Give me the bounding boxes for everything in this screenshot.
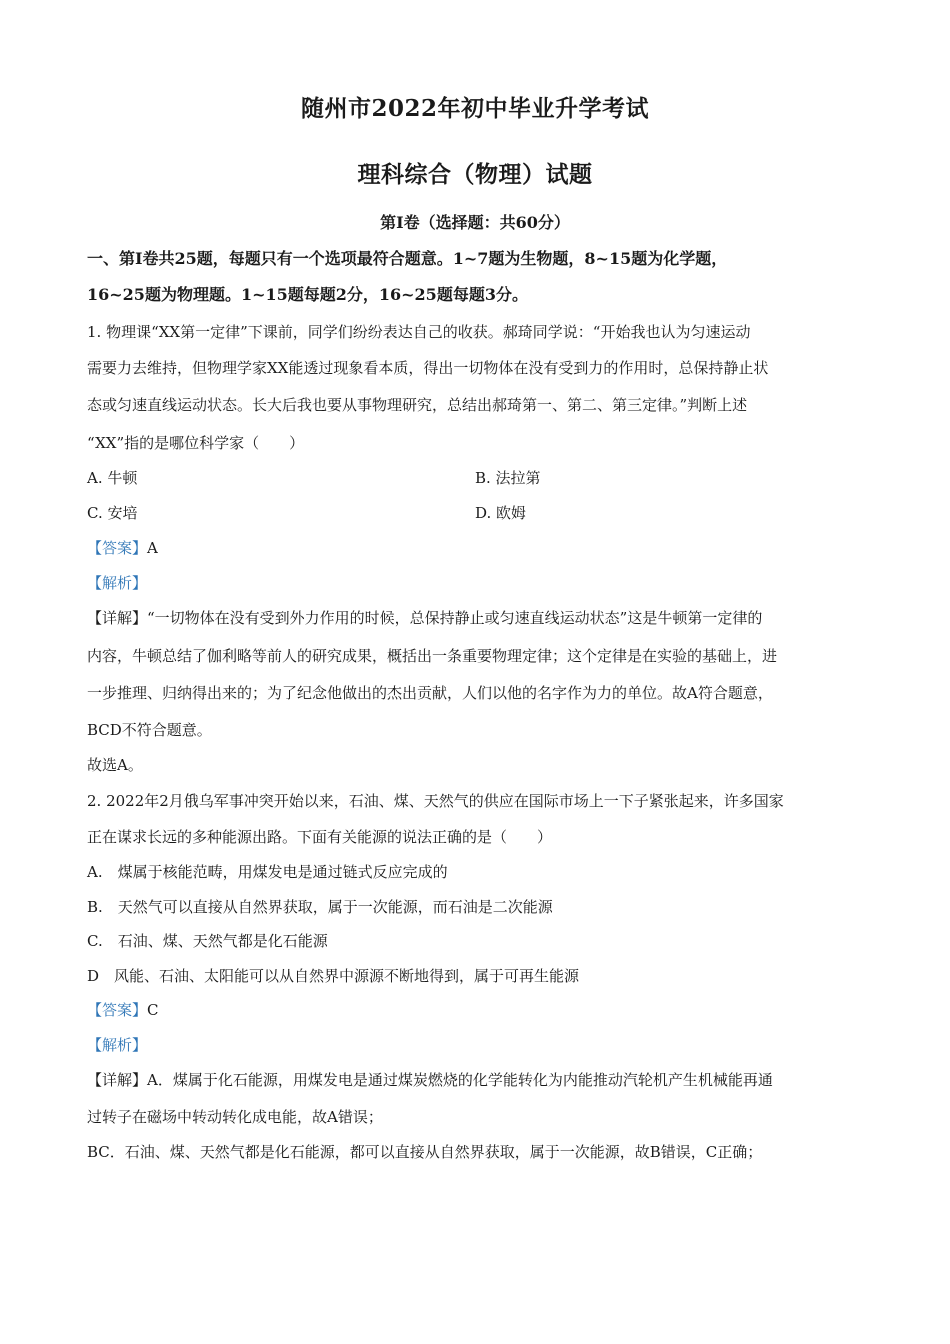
answer-tag: 【答案】 [87, 539, 148, 557]
q2-detail-line: 过转子在磁场中转动转化成电能，故A错误； [87, 1108, 383, 1126]
section-heading: 第I卷（选择题：共60分） [380, 213, 570, 232]
analysis-tag: 【解析】 [87, 1036, 148, 1054]
q1-stem-line: 态或匀速直线运动状态。长大后我也要从事物理研究，总结出郝琦第一、第二、第三定律。”判断上述 [87, 396, 748, 414]
q1-answer [87, 537, 867, 559]
q1-option-a: A. 牛顿 [87, 469, 138, 487]
q1-option-c: C. 安培 [87, 504, 138, 522]
q2-detail-line [87, 1069, 867, 1091]
q1-stem-line: “XX”指的是哪位科学家（ ） [87, 434, 305, 452]
q1-option-d: D. 欧姆 [475, 504, 527, 522]
q2-option-b: B. 天然气可以直接从自然界获取，属于一次能源，而石油是二次能源 [87, 898, 553, 916]
detail-text: A．煤属于化石能源，用煤发电是通过煤炭燃烧的化学能转化为内能推动汽轮机产生机械能再通 [147, 1071, 773, 1089]
instructions-line: 一、第I卷共25题，每题只有一个选项最符合题意。1~7题为生物题，8~15题为化学题， [87, 249, 728, 268]
q1-detail-line: 内容，牛顿总结了伽利略等前人的研究成果，概括出一条重要物理定律；这个定律是在实验的基础上，进 [87, 647, 778, 665]
q2-option-d: D 风能、石油、太阳能可以从自然界中源源不断地得到，属于可再生能源 [87, 967, 580, 985]
q1-option-b: B. 法拉第 [475, 469, 541, 487]
q1-detail-line [87, 607, 867, 629]
q2-answer [87, 999, 867, 1021]
q1-stem-line: 需要力去维持，但物理学家XX能透过现象看本质，得出一切物体在没有受到力的作用时，总保持静止状 [87, 359, 769, 377]
q1-conclusion: 故选A。 [87, 756, 143, 774]
q1-detail-line: BCD不符合题意。 [87, 721, 212, 739]
instructions-line: 16~25题为物理题。1~15题每题2分，16~25题每题3分。 [87, 285, 528, 304]
q2-option-c: C. 石油、煤、天然气都是化石能源 [87, 932, 328, 950]
q1-stem-line: 1. 物理课“XX第一定律”下课前，同学们纷纷表达自己的收获。郝琦同学说：“开始我也认为匀速运动 [87, 323, 751, 341]
answer-value: A [147, 539, 158, 557]
q2-option-a: A. 煤属于核能范畴，用煤发电是通过链式反应完成的 [87, 863, 448, 881]
q2-analysis-heading [87, 1034, 867, 1056]
exam-subtitle: 理科综合（物理）试题 [357, 161, 593, 188]
q1-analysis-heading [87, 572, 867, 594]
analysis-tag: 【解析】 [87, 574, 148, 592]
answer-value: C [147, 1001, 159, 1019]
answer-tag: 【答案】 [87, 1001, 148, 1019]
exam-title: 随州市2022年初中毕业升学考试 [300, 95, 649, 122]
q1-detail-line: 一步推理、归纳得出来的；为了纪念他做出的杰出贡献，人们以他的名字作为力的单位。故A符合题意， [87, 684, 773, 702]
detail-tag: 【详解】 [87, 1071, 148, 1089]
detail-text: “一切物体在没有受到外力作用的时候，总保持静止或匀速直线运动状态”这是牛顿第一定律的 [147, 609, 763, 627]
q2-stem-line: 正在谋求长远的多种能源出路。下面有关能源的说法正确的是（ ） [87, 828, 553, 846]
q2-detail-line: BC．石油、煤、天然气都是化石能源，都可以直接从自然界获取，属于一次能源，故B错误，C正确； [87, 1143, 763, 1161]
detail-tag: 【详解】 [87, 609, 148, 627]
q2-stem-line: 2. 2022年2月俄乌军事冲突开始以来，石油、煤、天然气的供应在国际市场上一下子紧张起来，许多国家 [87, 792, 784, 810]
